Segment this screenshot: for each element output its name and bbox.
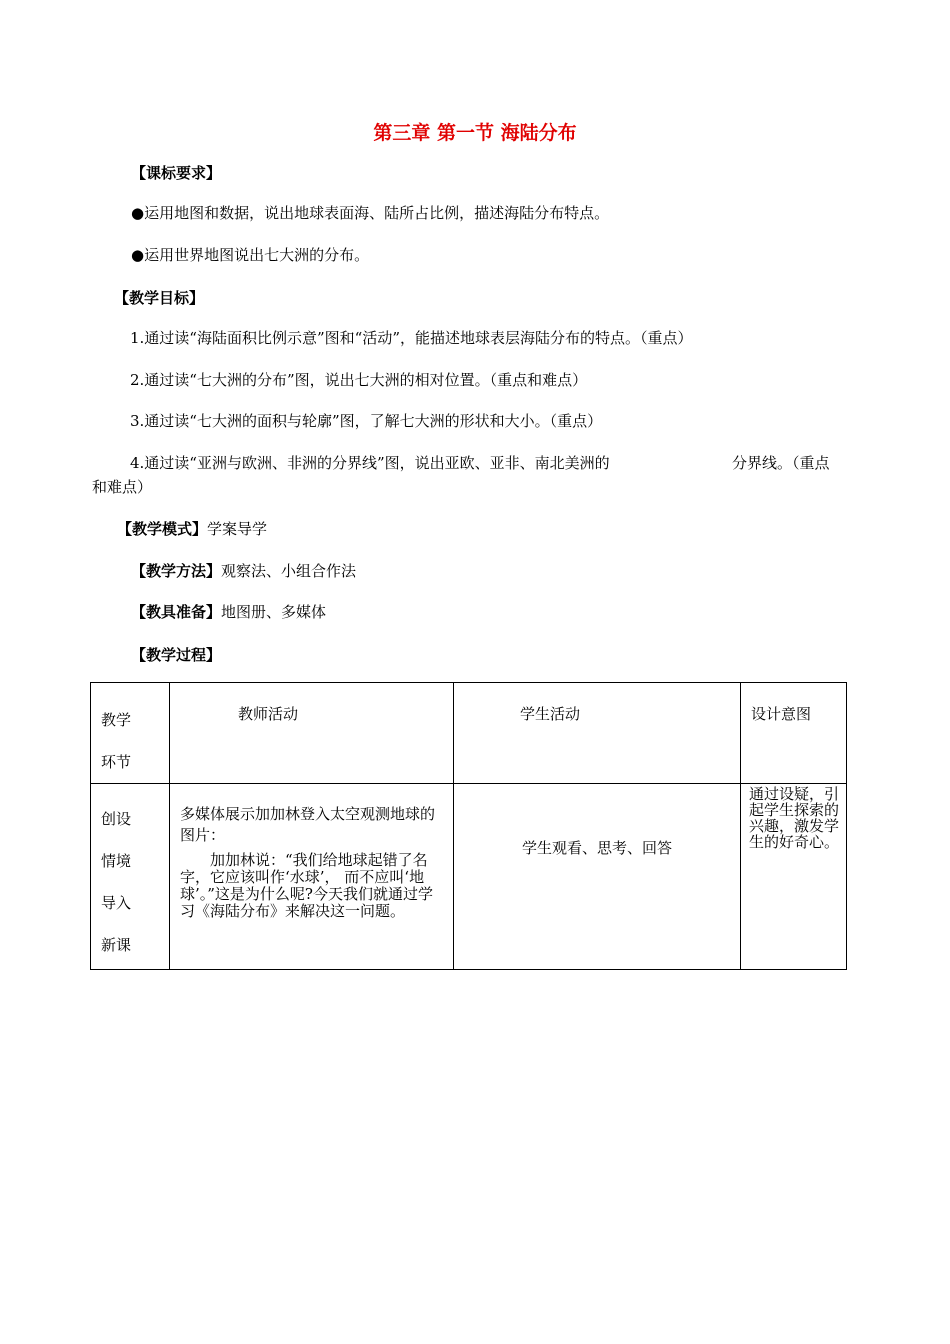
design-intent: 通过设疑，引起学生探索的兴趣，激发学生的好奇心。 <box>749 785 840 851</box>
objective-item: 2.通过读“七大洲的分布”图，说出七大洲的相对位置。（重点和难点） <box>130 371 588 389</box>
teaching-tools <box>131 602 326 622</box>
header-student-label: 学生活动 <box>520 705 581 723</box>
method-heading: 【教学方法】 <box>131 562 222 580</box>
method-value: 观察法、小组合作法 <box>221 562 357 580</box>
header-stage-line: 教学 <box>101 711 132 729</box>
objective-item: 3.通过读“七大洲的面积与轮廓”图，了解七大洲的形状和大小。（重点） <box>130 412 603 430</box>
objective-item: 1.通过读“海陆面积比例示意”图和“活动”，能描述地球表层海陆分布的特点。（重点） <box>130 329 693 347</box>
cell-student <box>454 784 741 970</box>
cell-teacher <box>170 784 454 970</box>
cell-stage <box>91 784 170 970</box>
header-stage <box>91 683 170 784</box>
standards-heading: 【课标要求】 <box>131 164 222 182</box>
header-intent-label: 设计意图 <box>751 705 812 723</box>
table-row <box>91 784 847 970</box>
tools-value: 地图册、多媒体 <box>221 603 327 621</box>
tools-heading: 【教具准备】 <box>131 603 222 621</box>
teaching-method <box>131 561 356 581</box>
objectives-heading: 【教学目标】 <box>114 289 205 307</box>
stage-line: 新课 <box>101 936 132 954</box>
mode-value: 学案导学 <box>207 520 268 538</box>
header-teacher-label: 教师活动 <box>238 705 299 723</box>
standards-item: ●运用地图和数据，说出地球表面海、陆所占比例，描述海陆分布特点。 <box>131 204 610 222</box>
stage-line: 情境 <box>101 852 132 870</box>
stage-line: 导入 <box>101 894 132 912</box>
objective-item-wrap: 和难点） <box>92 478 153 496</box>
table-header-row <box>91 683 847 784</box>
page-title: 第三章 第一节 海陆分布 <box>373 122 577 144</box>
header-student <box>454 683 741 784</box>
mode-heading: 【教学模式】 <box>117 520 208 538</box>
standards-item: ●运用世界地图说出七大洲的分布。 <box>131 246 370 264</box>
process-table <box>90 682 847 970</box>
header-teacher <box>170 683 454 784</box>
teacher-activity-quote: 加加林说：“我们给地球起错了名字，它应该叫作‘水球’， 而不应叫‘地球’。”这是为什么呢?今天我们就通过学习《海陆分布》来解决这一问题。 <box>180 851 433 920</box>
objective-item: 4.通过读“亚洲与欧洲、非洲的分界线”图，说出亚欧、亚非、南北美洲的 <box>130 454 610 472</box>
stage-line: 创设 <box>101 810 132 828</box>
process-heading: 【教学过程】 <box>131 646 222 664</box>
cell-intent <box>741 784 847 970</box>
header-stage-line: 环节 <box>101 753 132 771</box>
teaching-mode <box>117 519 267 539</box>
objective-item-tail: 分界线。（重点 <box>732 454 830 472</box>
teacher-activity-intro: 多媒体展示加加林登入太空观测地球的图片： <box>180 805 436 844</box>
header-intent <box>741 683 847 784</box>
student-activity: 学生观看、思考、回答 <box>521 838 672 857</box>
